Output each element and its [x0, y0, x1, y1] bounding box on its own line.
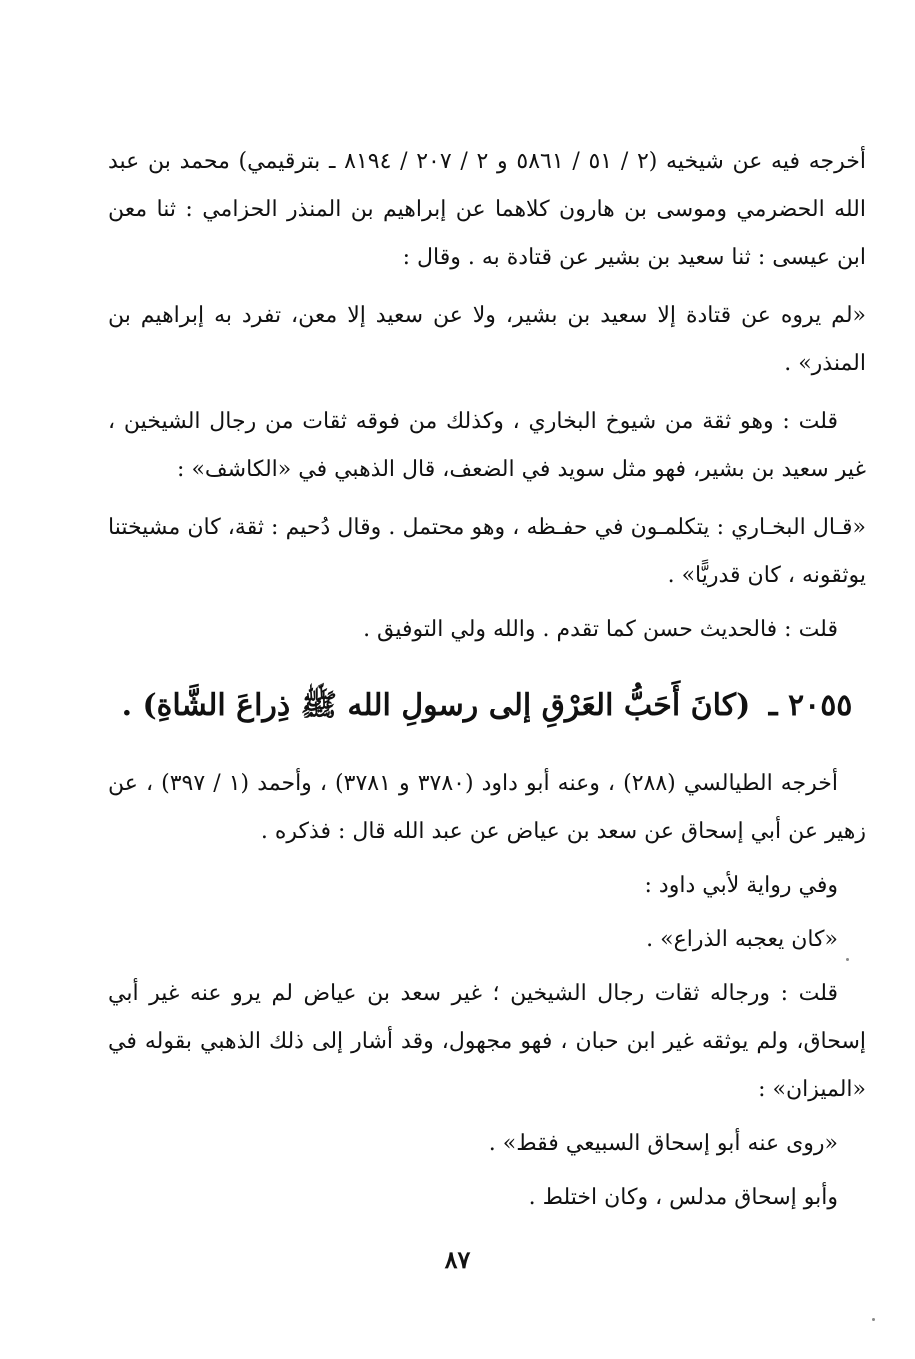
scan-speck	[846, 958, 849, 961]
paragraph-quote-tabarani: «لم يروه عن قتادة إلا سعيد بن بشير، ولا عن سعيد إلا معن، تفرد به إبراهيم بن المنذر» .	[108, 303, 866, 376]
paragraph-comment-1: قلت : وهو ثقة من شيوخ البخاري ، وكذلك من فوقه ثقات من رجال الشيخين ، غير سعيد بن بشير، فهو مثل سويد في الضعف، قال الذهبي في «الكاشف» :	[108, 409, 866, 482]
paragraph-takhrij-2: أخرجه الطيالسي (٢٨٨) ، وعنه أبو داود (٣٧٨٠ و ٣٧٨١) ، وأحمد (١ / ٣٩٧) ، عن زهير عن أبي إسحاق عن سعد بن عياض عن عبد الله قال : فذكره .	[108, 771, 866, 844]
book-page	[108, 138, 866, 1338]
paragraph-comment-2: قلت : ورجاله ثقات رجال الشيخين ؛ غير سعد بن عياض لم يرو عنه غير أبي إسحاق، ولم يوثقه غير ابن حبان ، فهو مجهول، وقد أشار إلى ذلك الذهبي بقوله في «الميزان» :	[108, 981, 866, 1102]
paragraph-quote-mizan: «روى عنه أبو إسحاق السبيعي فقط» .	[488, 1131, 838, 1156]
paragraph-quote-kashif: «قـال البخـاري : يتكلمـون في حفـظه ، وهو محتمل . وقال دُحيم : ثقة، كان مشيختنا يوثقونه ، كان قدريًّا» .	[108, 515, 866, 588]
page-number: ٨٧	[444, 1245, 471, 1274]
paragraph-abudawud-intro: وفي رواية لأبي داود :	[644, 873, 838, 898]
hadith-heading	[108, 680, 866, 732]
paragraph-conclusion-2: وأبو إسحاق مدلس ، وكان اختلط .	[528, 1185, 838, 1210]
paragraph-takhrij-1: أخرجه فيه عن شيخيه (٢ / ٥١ / ٥٨٦١ و ٢ / ٢٠٧ / ٨١٩٤ ـ بترقيمي) محمد بن عبد الله الحضرمي وموسى بن هارون كلاهما عن إبراهيم بن المنذر الحزامي : ثنا معن ابن عيسى : ثنا سعيد بن بشير عن قتادة به . وقال :	[108, 149, 866, 270]
hadith-text: (كانَ أَحَبُّ العَرْقِ إلى رسولِ الله ﷺ ذِراعَ الشَّاةِ) .	[121, 688, 751, 723]
scan-speck	[872, 1318, 875, 1321]
hadith-number: ٢٠٥٥ ـ	[768, 688, 853, 723]
paragraph-conclusion-1: قلت : فالحديث حسن كما تقدم . والله ولي التوفيق .	[363, 617, 838, 642]
paragraph-quote-abudawud: «كان يعجبه الذراع» .	[646, 927, 838, 952]
